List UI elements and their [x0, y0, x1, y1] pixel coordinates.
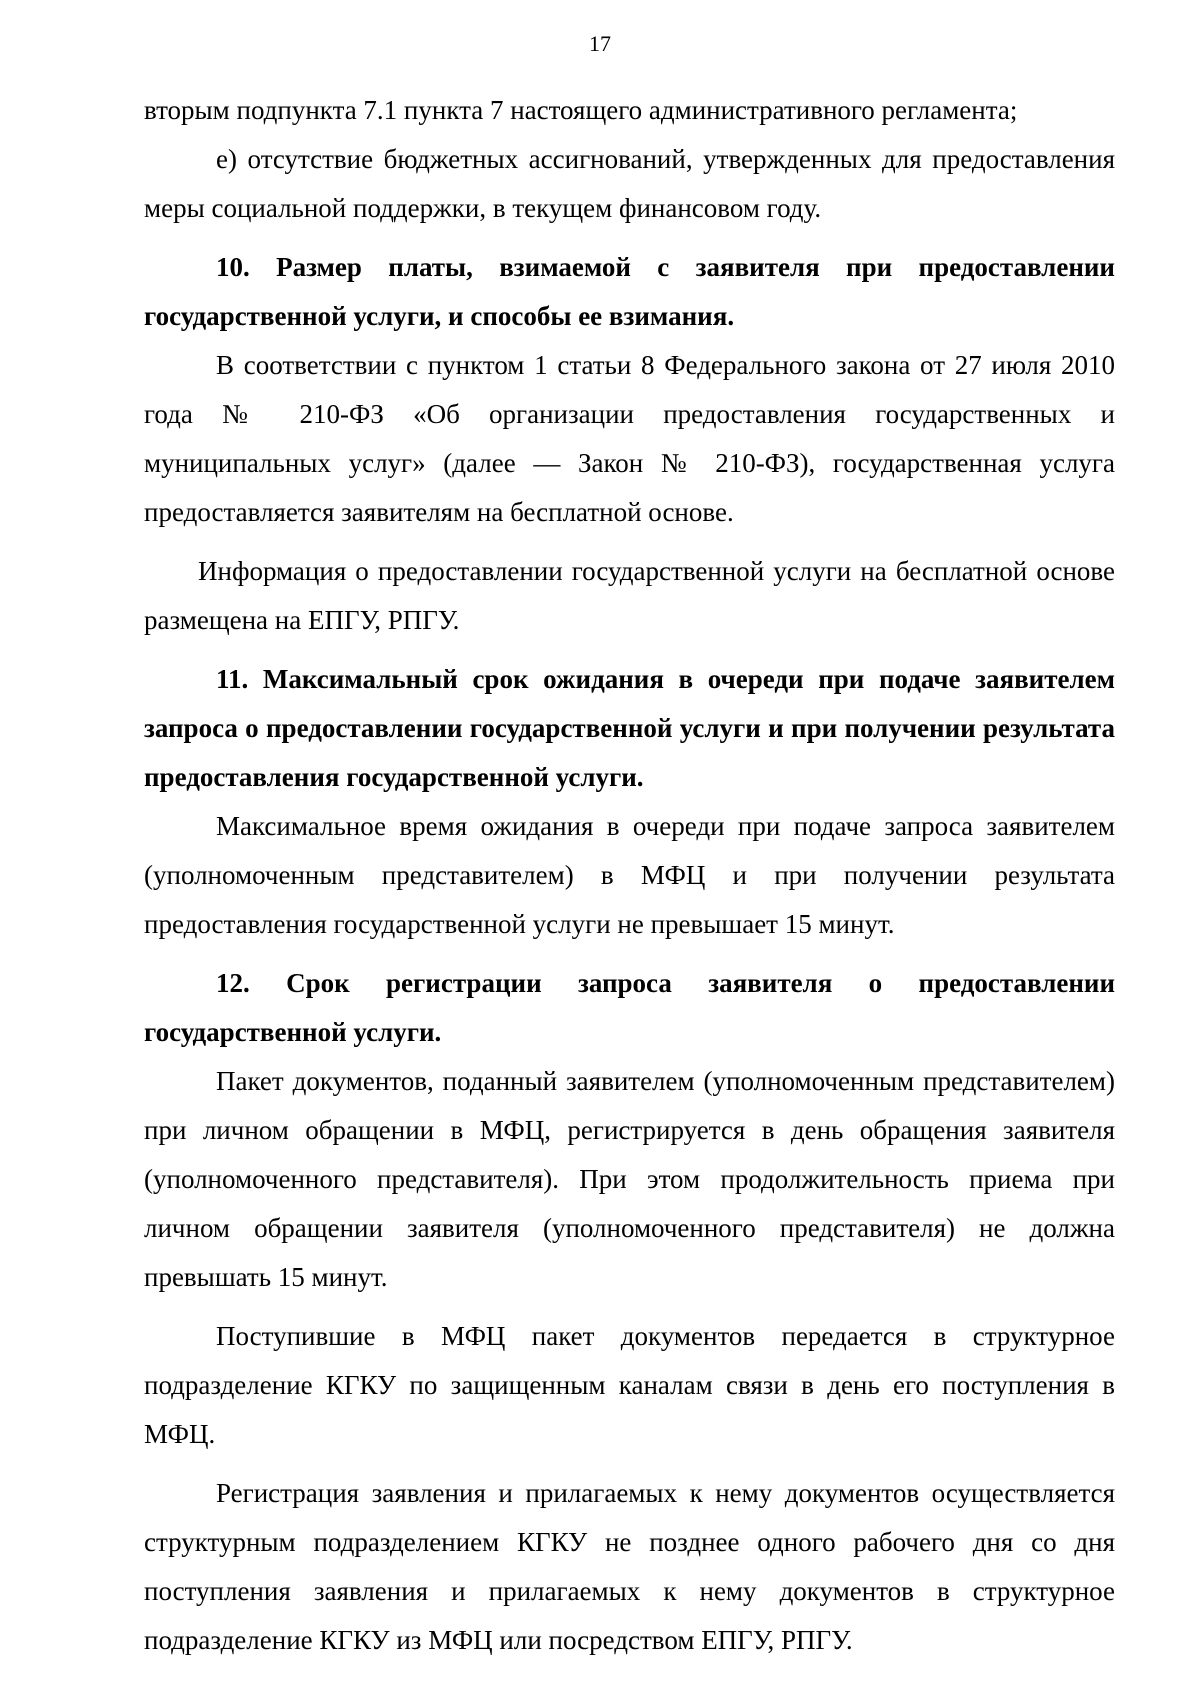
section-heading-12: 12. Срок регистрации запроса заявителя о предоставлении государственной услуги.: [144, 968, 1115, 1047]
paragraph-free-of-charge: В соответствии с пунктом 1 статьи 8 Федерального закона от 27 июля 2010 года № 210-ФЗ «Об организации предоставления государственных и муниципальных услуг» (далее — Закон № 210-ФЗ), государственная услуга предоставляется заявителям на бесплатной основе.: [144, 350, 1115, 527]
document-body: [144, 86, 1115, 1665]
paragraph-info-placement: Информация о предоставлении государственной услуги на бесплатной основе размещена на ЕПГУ, РПГУ.: [144, 556, 1115, 635]
paragraph-transfer: Поступившие в МФЦ пакет документов передается в структурное подразделение КГКУ по защищенным каналам связи в день его поступления в МФЦ.: [144, 1321, 1115, 1449]
paragraph-waiting-time: Максимальное время ожидания в очереди при подаче запроса заявителем (уполномоченным представителем) в МФЦ и при получении результата предоставления государственной услуги не превышает 15 минут.: [144, 811, 1115, 939]
section-heading-10: 10. Размер платы, взимаемой с заявителя при предоставлении государственной услуги, и способы ее взимания.: [144, 252, 1115, 331]
paragraph-registration-mfc: Пакет документов, поданный заявителем (уполномоченным представителем) при личном обращении в МФЦ, регистрируется в день обращения заявителя (уполномоченного представителя). При этом продолжительность приема при личном обращении заявителя (уполномоченного представителя) не должна превышать 15 минут.: [144, 1066, 1115, 1292]
paragraph-item-e: е) отсутствие бюджетных ассигнований, утвержденных для предоставления меры социальной поддержки, в текущем финансовом году.: [144, 144, 1115, 223]
paragraph-continuation: вторым подпункта 7.1 пункта 7 настоящего административного регламента;: [144, 95, 1018, 125]
paragraph-registration-kgku: Регистрация заявления и прилагаемых к нему документов осуществляется структурным подразделением КГКУ не позднее одного рабочего дня со дня поступления заявления и прилагаемых к нему документов в структурное подразделение КГКУ из МФЦ или посредством ЕПГУ, РПГУ.: [144, 1478, 1115, 1655]
section-heading-11: 11. Максимальный срок ожидания в очереди при подаче заявителем запроса о предоставлении государственной услуги и при получении результата предоставления государственной услуги.: [144, 664, 1115, 792]
page-number: 17: [589, 31, 611, 56]
